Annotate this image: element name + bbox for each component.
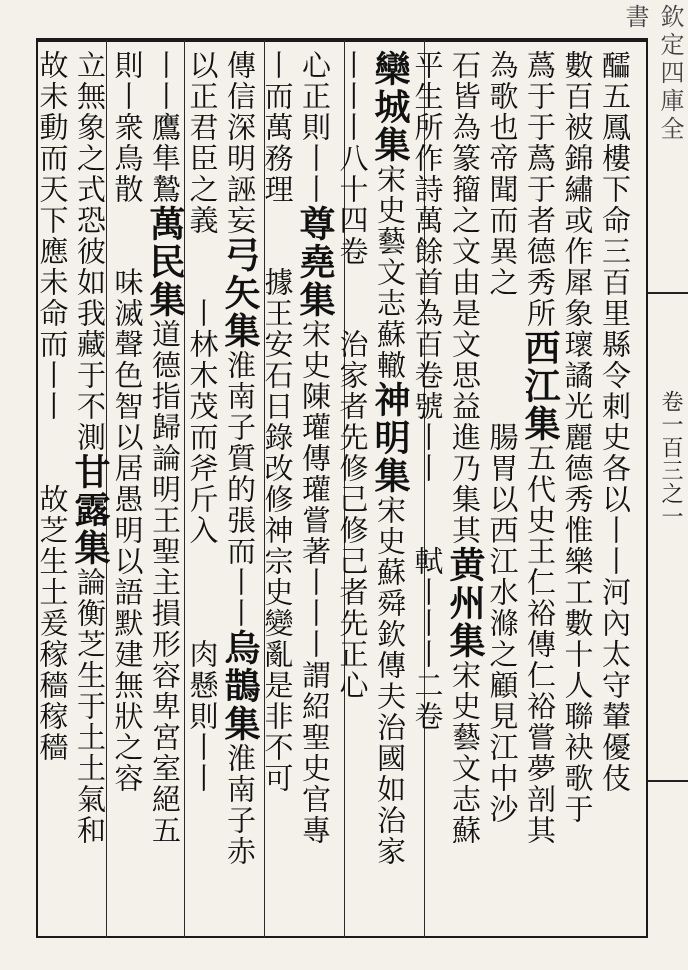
column-text: 宋史藝文志蘇轍 — [373, 164, 407, 381]
column-text: 丨丨鷹隼鷙 — [148, 50, 182, 205]
column-text: 丨丨河內太守輦優伎 — [598, 515, 632, 794]
text-column-6 — [409, 50, 447, 930]
text-column-3 — [521, 50, 559, 930]
text-column-7 — [371, 50, 409, 930]
column-text: 立無象之式恐彼如我藏于不測 — [73, 50, 107, 453]
column-text: 淮南子赤 — [223, 743, 257, 867]
margin-book-title: 欽定四庫全書 — [621, 4, 684, 144]
column-text: 論衡芝生于土土氣和 — [73, 567, 107, 846]
column-text: 故未動而天下應未命而丨丨 — [35, 50, 70, 422]
text-column-12 — [184, 50, 222, 930]
column-text: 為歌也帝聞而異之 — [485, 50, 520, 298]
column-text: 治家者先修己修己者先正心 — [335, 267, 370, 701]
column-text: 據王安石日錄改修神宗史變亂是非不可 — [260, 205, 295, 794]
column-text: 平生所作詩萬餘首為百卷號丨丨 — [410, 50, 445, 484]
column-text: 淮南子質的張而丨丨 — [223, 350, 257, 629]
text-column-16 — [34, 50, 72, 930]
column-text: 故芝生土爰稼穡稼穡 — [35, 422, 70, 763]
column-text: 五代史王仁裕傳仁裕嘗夢剖其 — [523, 443, 557, 846]
text-column-1 — [596, 50, 634, 930]
collection-title: 黄州集 — [444, 546, 486, 660]
fish-tail-mark-bottom — [648, 780, 688, 782]
column-text: 心正則丨丨 — [298, 50, 332, 205]
column-text: 石皆為篆籀之文由是文思益進乃集其 — [448, 50, 482, 546]
column-text: 醽五鳳樓下命三百里縣令刺史各以 — [598, 50, 632, 515]
column-text: 傳信深明誣妄 — [223, 50, 257, 236]
collection-title: 尊堯集 — [294, 205, 336, 319]
column-text: 數百被錦繡或作犀象瓌譎光麗德秀惟樂工數十人聯袂歌于 — [560, 50, 595, 825]
column-text: 丨丨丨八十四卷 — [335, 50, 370, 267]
text-column-10 — [259, 50, 297, 930]
collection-title: 欒城集 — [369, 50, 411, 164]
collection-title: 西江集 — [519, 329, 561, 443]
column-text: 丨而萬務理 — [260, 50, 295, 205]
column-text: 蔿于于蔿于者德秀所 — [523, 50, 557, 329]
text-column-14 — [109, 50, 147, 930]
text-column-9 — [296, 50, 334, 930]
text-column-15 — [71, 50, 109, 930]
column-text: 宋史蘇舜欽傳夫治國如治家 — [373, 495, 407, 867]
column-text: 軾丨丨丨二卷 — [410, 484, 445, 732]
collection-title: 弓矢集 — [219, 236, 261, 350]
text-column-4 — [484, 50, 522, 930]
collection-title: 神明集 — [369, 381, 411, 495]
column-text: 宋史藝文志蘇 — [448, 660, 482, 846]
text-column-11 — [221, 50, 259, 930]
margin-volume-label: 卷一百三之一 — [658, 390, 683, 528]
column-text: 則丨衆鳥散 — [110, 50, 145, 205]
fish-tail-mark-top — [648, 292, 688, 294]
column-text: 腸胃以西江水滌之顧見江中沙 — [485, 298, 520, 825]
collection-title: 烏鵲集 — [219, 629, 261, 743]
text-column-13 — [146, 50, 184, 930]
collection-title: 萬民集 — [144, 205, 186, 319]
column-text: 味滅聲色智以居愚明以語默建無狀之容 — [110, 205, 145, 794]
column-text: 以正君臣之義 — [185, 50, 220, 236]
frame-top-rule — [36, 38, 648, 42]
text-column-8 — [334, 50, 372, 930]
text-column-2 — [559, 50, 597, 930]
column-text: 宋史陳瓘傳瓘嘗著丨丨丨謂紹聖史官專 — [298, 319, 332, 846]
column-text: 道德指歸論明王聖主損形容卑宮室絕五 — [148, 319, 182, 846]
collection-title: 甘露集 — [69, 453, 111, 567]
text-column-5 — [446, 50, 484, 930]
column-text: 丨林木茂而斧斤入 — [185, 236, 220, 546]
column-text: 肉懸則丨丨 — [185, 546, 220, 794]
